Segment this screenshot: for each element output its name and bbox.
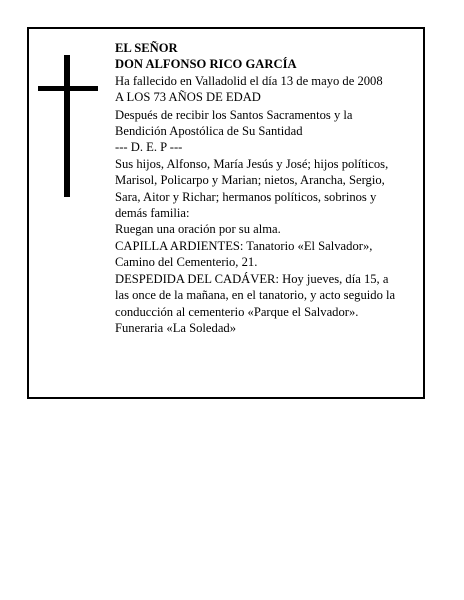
chapel-line2: Camino del Cementerio, 21. — [115, 255, 258, 270]
family-line4: demás familia: — [115, 206, 190, 221]
rip-line: --- D. E. P --- — [115, 140, 183, 155]
prayer-line: Ruegan una oración por su alma. — [115, 222, 281, 237]
age-info: A LOS 73 AÑOS DE EDAD — [115, 90, 261, 105]
deceased-name: DON ALFONSO RICO GARCÍA — [115, 57, 297, 72]
cross-horizontal-bar — [38, 86, 98, 91]
family-line2: Marisol, Policarpo y Marian; nietos, Arancha, Sergio, — [115, 173, 385, 188]
notice-title-line1: EL SEÑOR — [115, 41, 178, 55]
farewell-line2: las once de la mañana, en el tanatorio, y acto seguido la — [115, 288, 396, 303]
cross-vertical-bar — [64, 55, 70, 197]
family-line3: Sara, Aitor y Richar; hermanos políticos, sobrinos y — [115, 189, 377, 204]
farewell-line3: conducción al cementerio «Parque el Salvador». — [115, 304, 359, 319]
sacraments-line2: Bendición Apostólica de Su Santidad — [115, 124, 303, 139]
farewell-line1: DESPEDIDA DEL CADÁVER: Hoy jueves, día 15, a — [115, 271, 389, 286]
death-info: Ha fallecido en Valladolid el día 13 de mayo de 2008 — [115, 73, 383, 88]
family-line1: Sus hijos, Alfonso, María Jesús y José; hijos políticos, — [115, 156, 389, 171]
funeral-home: Funeraria «La Soledad» — [115, 320, 236, 335]
chapel-line1: CAPILLA ARDIENTES: Tanatorio «El Salvador», — [115, 238, 373, 253]
latin-cross-icon — [38, 55, 98, 197]
obituary-text-block — [115, 40, 420, 336]
sacraments-line1: Después de recibir los Santos Sacramentos y la — [115, 107, 353, 122]
